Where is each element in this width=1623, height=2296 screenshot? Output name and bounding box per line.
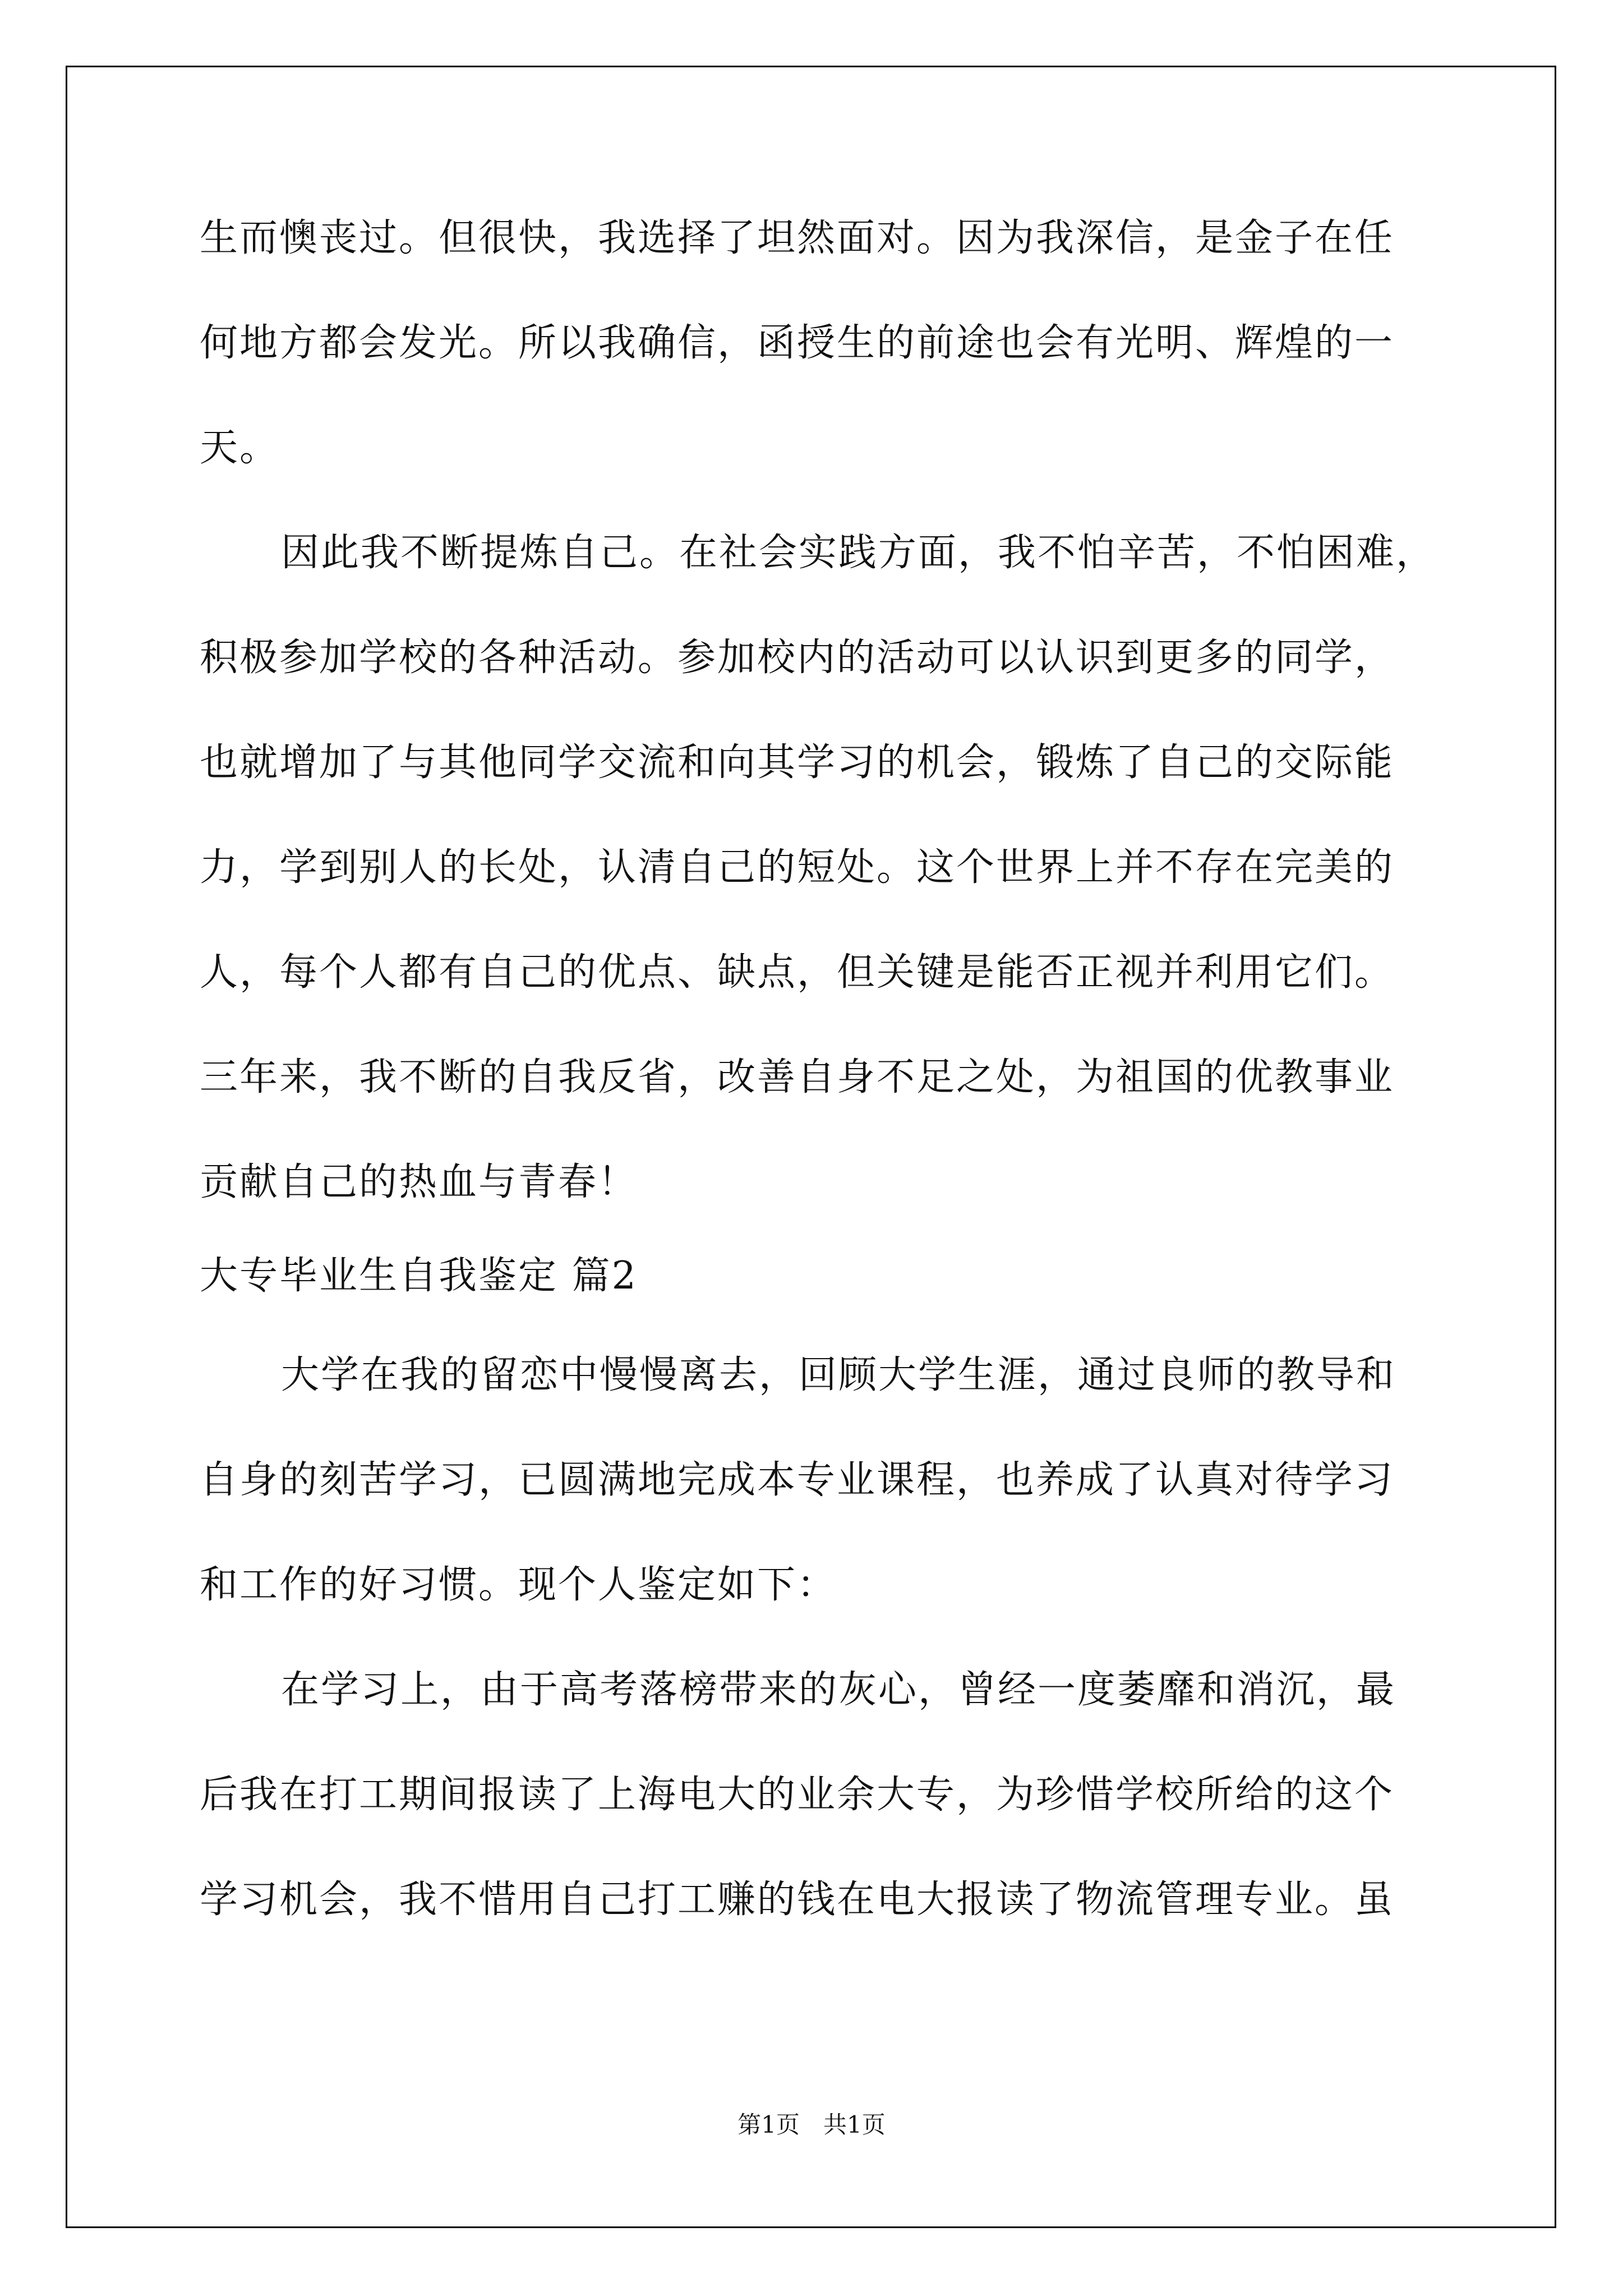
paragraph-start-line: 因此我不断提炼自己。在社会实践方面，我不怕辛苦，不怕困难， <box>281 531 1436 575</box>
text-line: 后我在打工期间报读了上海电大的业余大专，为珍惜学校所给的这个 <box>200 1773 1395 1817</box>
text-line: 积极参加学校的各种活动。参加校内的活动可以认识到更多的同学， <box>200 636 1395 680</box>
text-line: 生而懊丧过。但很快，我选择了坦然面对。因为我深信，是金子在任 <box>200 216 1395 260</box>
text-line: 贡献自己的热血与青春！ <box>200 1160 638 1204</box>
text-line: 人，每个人都有自己的优点、缺点，但关键是能否正视并利用它们。 <box>200 950 1395 995</box>
text-line: 力，学到别人的长处，认清自己的短处。这个世界上并不存在完美的 <box>200 845 1395 890</box>
text-line: 天。 <box>200 426 280 470</box>
section-heading: 大专毕业生自我鉴定 篇2 <box>200 1254 638 1298</box>
page-footer: 第1页 共1页 <box>737 2111 886 2138</box>
text-line: 也就增加了与其他同学交流和向其学习的机会，锻炼了自己的交际能 <box>200 740 1395 785</box>
text-line: 何地方都会发光。所以我确信，函授生的前途也会有光明、辉煌的一 <box>200 321 1395 365</box>
paragraph-start-line: 大学在我的留恋中慢慢离去，回顾大学生涯，通过良师的教导和 <box>281 1353 1396 1397</box>
text-line: 和工作的好习惯。现个人鉴定如下： <box>200 1563 837 1607</box>
paragraph-start-line: 在学习上，由于高考落榜带来的灰心，曾经一度萎靡和消沉，最 <box>281 1668 1396 1712</box>
text-line: 三年来，我不断的自我反省，改善自身不足之处，为祖国的优教事业 <box>200 1055 1395 1099</box>
text-line: 自身的刻苦学习，已圆满地完成本专业课程，也养成了认真对待学习 <box>200 1458 1395 1502</box>
text-line: 学习机会，我不惜用自己打工赚的钱在电大报读了物流管理专业。虽 <box>200 1878 1395 1922</box>
